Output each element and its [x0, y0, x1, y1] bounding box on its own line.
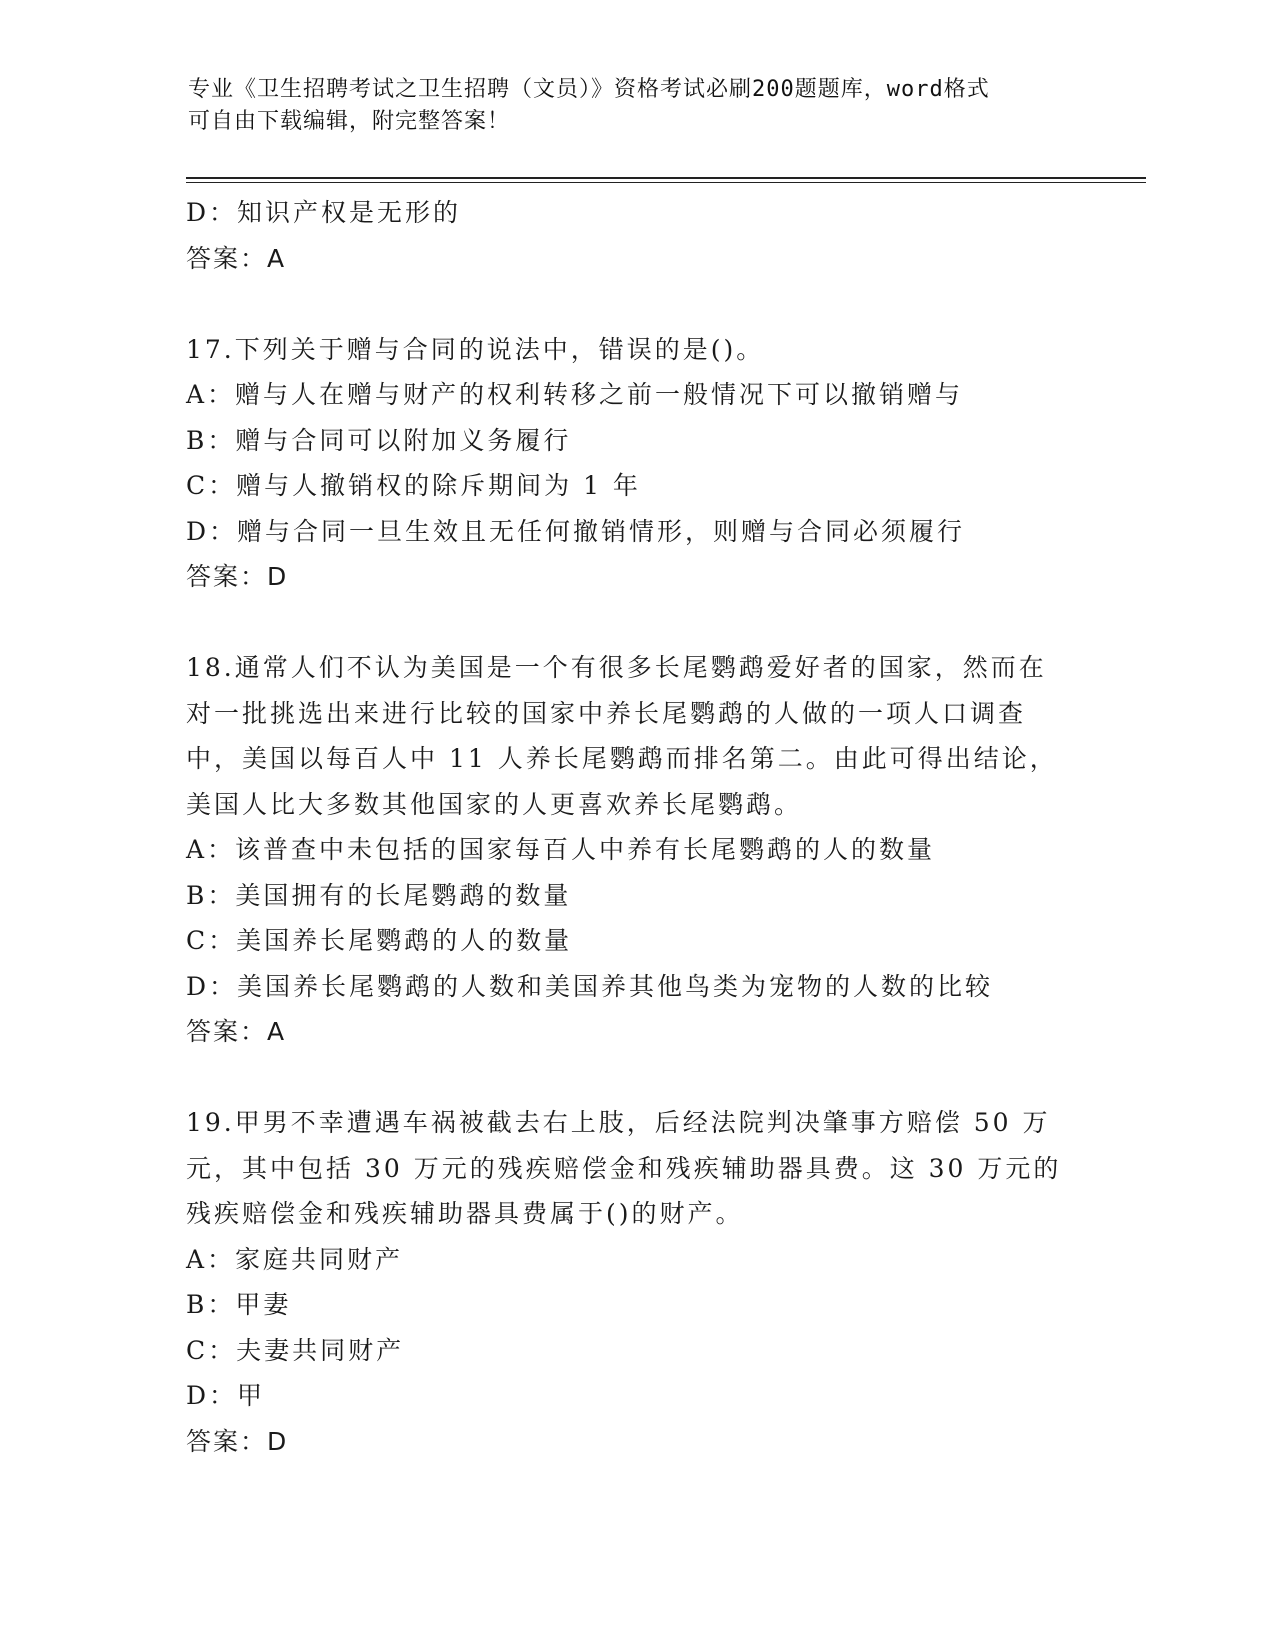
header-title-line-2: 可自由下载编辑，附完整答案！	[188, 109, 511, 134]
header-divider-thin	[186, 182, 1146, 183]
question-stem-line-4: 美国人比大多数其他国家的人更喜欢养长尾鹦鹉。	[186, 789, 803, 819]
question-stem-line-2: 元，其中包括 30 万元的残疾赔偿金和残疾辅助器具费。这 30 万元的	[186, 1153, 1062, 1183]
answer-line: 答案：D	[186, 1426, 289, 1456]
question-stem-line-1: 18.通常人们不认为美国是一个有很多长尾鹦鹉爱好者的国家，然而在	[186, 653, 1047, 682]
option-c: C：美国养长尾鹦鹉的人的数量	[186, 926, 573, 955]
option-c: C：夫妻共同财产	[186, 1335, 405, 1365]
answer-line: 答案：D	[186, 562, 289, 591]
option-c: C：赠与人撤销权的除斥期间为 1 年	[186, 471, 641, 500]
option-d: D：知识产权是无形的	[186, 198, 462, 227]
option-a: A：该普查中未包括的国家每百人中养有长尾鹦鹉的人的数量	[186, 835, 936, 864]
option-a: A：家庭共同财产	[186, 1244, 404, 1274]
header-title-line-1: 专业《卫生招聘考试之卫生招聘（文员）》资格考试必刷200题题库，word格式	[188, 77, 990, 102]
option-b: B：美国拥有的长尾鹦鹉的数量	[186, 880, 572, 910]
question-18	[186, 645, 1106, 1055]
option-d: D：赠与合同一旦生效且无任何撤销情形，则赠与合同必须履行	[186, 516, 966, 546]
question-stem-line-1: 19.甲男不幸遭遇车祸被截去右上肢，后经法院判决肇事方赔偿 50 万	[186, 1108, 1051, 1137]
question-stem-line-2: 对一批挑选出来进行比较的国家中养长尾鹦鹉的人做的一项人口调查	[186, 698, 1027, 728]
option-b: B：赠与合同可以附加义务履行	[186, 425, 572, 455]
question-19	[186, 1100, 1106, 1464]
header-divider-thick	[186, 177, 1146, 179]
question-16-tail	[186, 190, 1106, 281]
option-b: B：甲妻	[186, 1290, 292, 1319]
spacer	[186, 281, 1106, 327]
question-17	[186, 327, 1106, 600]
option-d: D：美国养长尾鹦鹉的人数和美国养其他鸟类为宠物的人数的比较	[186, 971, 994, 1001]
question-stem-line-3: 中，美国以每百人中 11 人养长尾鹦鹉而排名第二。由此可得出结论，	[186, 744, 1058, 773]
option-d: D：甲	[186, 1381, 266, 1410]
question-list	[186, 190, 1106, 1464]
document-header	[188, 74, 1068, 138]
answer-line: 答案：A	[186, 1017, 287, 1046]
question-stem: 17.下列关于赠与合同的说法中，错误的是()。	[186, 334, 765, 364]
question-stem-line-3: 残疾赔偿金和残疾辅助器具费属于()的财产。	[186, 1199, 744, 1228]
spacer	[186, 600, 1106, 646]
answer-line: 答案：A	[186, 243, 287, 273]
spacer	[186, 1055, 1106, 1101]
option-a: A：赠与人在赠与财产的权利转移之前一般情况下可以撤销赠与	[186, 380, 964, 409]
